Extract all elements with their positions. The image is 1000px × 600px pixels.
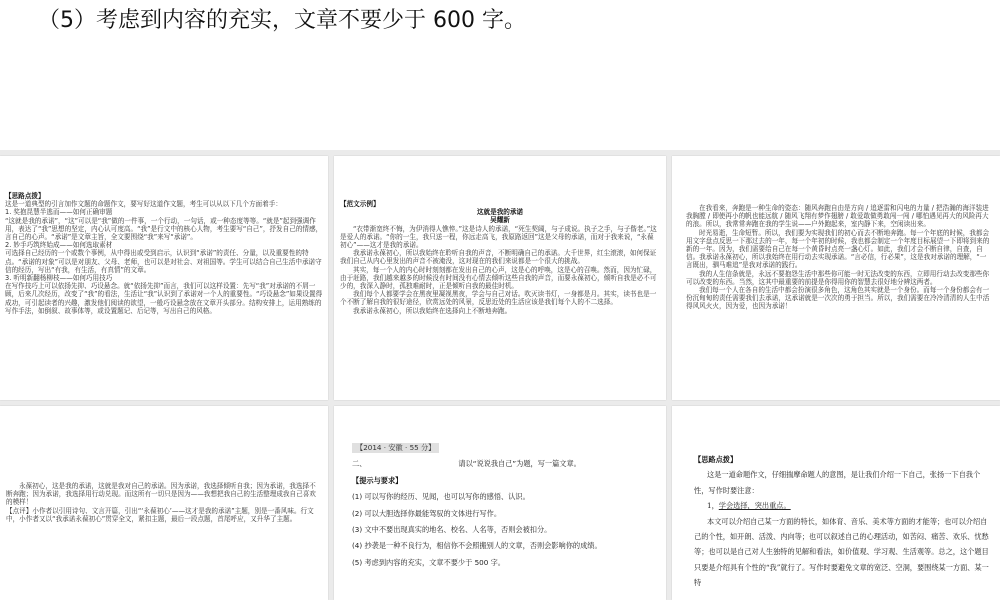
slide1-line: 【思路点拨】	[5, 192, 45, 200]
essay-paragraph: 我的人生信条就是，永远不要抱怨生活中那些你可能一时无法改变的东西，立即用行动去改变那些你可以改变的东西。当然，这其中最重要的前提是你得用你的智慧去很好地分辨这两者。	[686, 269, 990, 286]
tips-item-number: 1，	[707, 501, 719, 511]
tips-heading: 【思路点拨】	[694, 455, 738, 464]
requirements-heading: 【提示与要求】	[352, 475, 403, 485]
tips-paragraph: 本文可以介绍自己某一方面的特长，如体育、音乐、美术等方面的才能等；也可以介绍自己的个性，如开朗、活泼、内向等；也可以叙述自己的心理活动，如苦闷、痛苦、欢乐、忧愁等；也可以是自己对人生独特的见解和看法，如价值观、学习观、生活观等。总之，这个题目只要是介绍具有个性的“我”就行了。写作时要避免文章的宽泛、空洞，要围绕某一方面、某一特	[694, 516, 989, 588]
slide5-text	[352, 440, 662, 571]
slide-thinking-tips[interactable]	[0, 156, 328, 400]
essay-paragraph: 永葆初心，这是我的承诺，这就是我对自己的承诺。因为承诺，我选择倾听自我；因为承诺，我选择不断奔跑；因为承诺，我选择用行动兑现。而这所有一切只是因为——我想把我自己的生活整理成我自己喜欢的模样！	[6, 482, 316, 507]
requirement-item: (2) 可以大胆选择你最能驾驭的文体进行写作。	[352, 508, 502, 518]
requirement-item: (5) 考虑到内容的充实，文章不要少于 500 字。	[352, 557, 505, 567]
tips-item-text: 学会选择，突出重点。	[718, 501, 791, 511]
essay-author: 吴耀新	[490, 216, 510, 225]
slide6-text	[694, 452, 994, 591]
essay-paragraph: 在我看来，奔跑是一种生命的姿态：随风奔跑自由是方向 / 追逐雷和闪电的力量 / 把浩瀚的海洋装进我胸膛 / 即使再小的帆也能远航 / 随风飞翔有梦作翅膀 / 敢爱敢做勇敢闯一闯 / 哪怕遇见再大的风险再大的浪。所以，我常常奔跑在我的学生说——户外跑起来，室内静下来，空闲读出来。	[686, 204, 989, 229]
requirement-line: （5）考虑到内容的充实，文章不要少于 600 字。	[38, 8, 526, 33]
essay-paragraph: 时光易逝，生命短暂。所以，我们要为实现我们的初心而去不断地奔跑。每一个年底的时候，我都会用文字盘点反思一下那过去的一年，每一个年初的时候，我也都会制定一个年度目标展望一下即将到来的新的一年。因为，我们需要给自己在每一个黄昏时点亮一盏心灯。如此，我们才会不断自律，自查，自信。我承诺永葆初心，所以我始终在用行动去实现承诺。“言必信，行必果”，这是我对承诺的理解，“一言既出，驷马难追”是我对承诺的践行。	[686, 228, 990, 270]
top-banner	[0, 0, 1000, 150]
question-number: 二、	[352, 459, 367, 469]
slide1-line: “这就是我的承诺”，“这”可以是“我”做的一件事，一个行动，一句话，或一种态度等等。“就是”起到强调作用，表达了“我”思想的坚定，内心认可度高。“我”是行文中的核心人物，考生要写“自己”，抒发自己的情感，言自己的心声。“承诺”是文章主旨，全文要围绕“我”来写“承诺”。	[5, 216, 323, 242]
requirement-item: (4) 抄袭是一种不良行为，相信你不会照搬别人的文章，否则会影响你的成绩。	[352, 541, 602, 551]
slide-thinking-tips-2[interactable]	[672, 406, 1000, 600]
essay-title: 这就是我的承诺	[476, 208, 524, 217]
slide-writing-prompt[interactable]	[334, 406, 666, 600]
slide1-line: 3. 听明新翻杨柳枝——如何巧用技巧	[5, 274, 113, 283]
slide2-text	[340, 200, 660, 315]
essay-paragraph: 我承诺永葆初心，所以我始终在选择向上不断地奔跑。	[353, 306, 512, 315]
essay-paragraph: 我们每一个人在各自的生活中都会扮演很多角色，这角色其实就是一个身份。而每一个身份都会有一份沉甸甸的责任需要我们去承诺，这承诺就是一次次的勇于担当。所以，我们需要在冷冷清清的人生中活得风风火火，因为爱，也因为承诺！	[686, 286, 990, 311]
slide1-line: 在写作技巧上可以依扬先抑、巧设悬念。就“依扬先抑”而言，我们可以这样设置：先写“我”对承诺的不屑一顾，后来几次经历，改变了“我”的看法，生活让“我”认识到了承诺对一个人的重要性。“巧设悬念”如果设置得成功，可引起读者的兴趣，激发他们阅读的欲望，一般巧设悬念放在文章开头部分。结构安排上，运用熟练的写作手法，如倒叙、故事体等，或设置题记、后记等，写出自己的风格。	[5, 282, 323, 315]
tips-paragraph: 这是一道命题作文，仔细揣摩命题人的意图，是让我们介绍一下自己，张扬一下自我个性，写作时要注意：	[694, 470, 981, 495]
slide-sample-essay[interactable]	[334, 156, 666, 400]
prompt-text: 请以“说说我自己”为题，写一篇文章。	[458, 459, 581, 469]
essay-paragraph: 我们每个人都要学会在黑夜里凝视黑夜，学会与自己对话。吹灭读书灯，一身都是月。其实，读书也是一个不断了解自我的很好途径，欣赏远处的风景，反思近处的生活应该是我们每个人的不二选择。	[340, 290, 657, 307]
essay-paragraph: “衣带渐宽终不悔，为伊消得人憔悴。”这是诗人的承诺，“死生契阔，与子成说。执子之手，与子偕老。”这是爱人的承诺。“你的一生，我只送一程，你远走高飞，我原路返回”这是父母的承诺，而对于我来说，“永葆初心”——这才是我的承诺。	[340, 224, 657, 250]
slide1-line: 可选择自己经历的一个或数个事例，从中得出或受到启示，认识到“承诺”的责任、分量，以及重要性的特点。“承诺的对象”可以是对朋友、父母、老师，也可以是对社会、对祖国等。学生可以结合自己生活中承诺守信的经历，写出“有我，有生活，有真情”的文章。	[5, 249, 322, 274]
slide1-line: 这是一道典型的引言加作文题的命题作文，要写好这道作文题，考生可以从以下几个方面着手：	[5, 200, 282, 209]
slide4-text	[6, 482, 316, 523]
requirement-item: (1) 可以写你的经历、见闻，也可以写你的感悟、认识。	[352, 492, 530, 502]
exam-tag: 【2014 · 安徽 · 55 分】	[352, 443, 439, 453]
slide1-text	[5, 192, 323, 315]
essay-paragraph: 我承诺永葆初心，所以我始终在聆听自我的声音，不断明确自己的承诺。大千世界，红尘滚滚，如何保证我们自己从内心里发出的声音不被淹没，这对现在的我们来说都是一个很大的挑战。	[340, 249, 657, 266]
slide3-text	[686, 204, 990, 311]
slide1-line: 2. 妙手巧筑终始成——如何选取素材	[5, 241, 113, 250]
essay-paragraph: 其实，每一个人的内心时时刻刻都在发出自己的心声，这是心的呼唤，这是心的召唤。然而，因为忙碌，由于赶路，我们越来越多的时候没有时间没有心情去倾听这些自我的声音，而要永葆初心，倾听自我是必不可少的，我深入静时，孤独难耐时，正是倾听自我的最佳时机。	[340, 265, 657, 291]
slide1-line: 1. 奖抱昆慧半逃而——如何正确审题	[5, 208, 113, 217]
slide-essay-ending[interactable]	[0, 406, 328, 600]
sample-label: 【范文示例】	[340, 200, 380, 208]
comment-paragraph: 【点评】小作者以引用诗句、文言开篇，引出“‘永葆初心’——这才是我的承诺”主题，别是一番风味。行文中，小作者又以“我承诺永葆初心”贯穿全文，紧扣主题，最后一段点题，首尾呼应，又升华了主题。	[6, 506, 314, 523]
requirement-item: (3) 文中不要出现真实的地名、校名、人名等，否则会被扣分。	[352, 525, 552, 535]
slide-essay-continued[interactable]	[672, 156, 1000, 400]
